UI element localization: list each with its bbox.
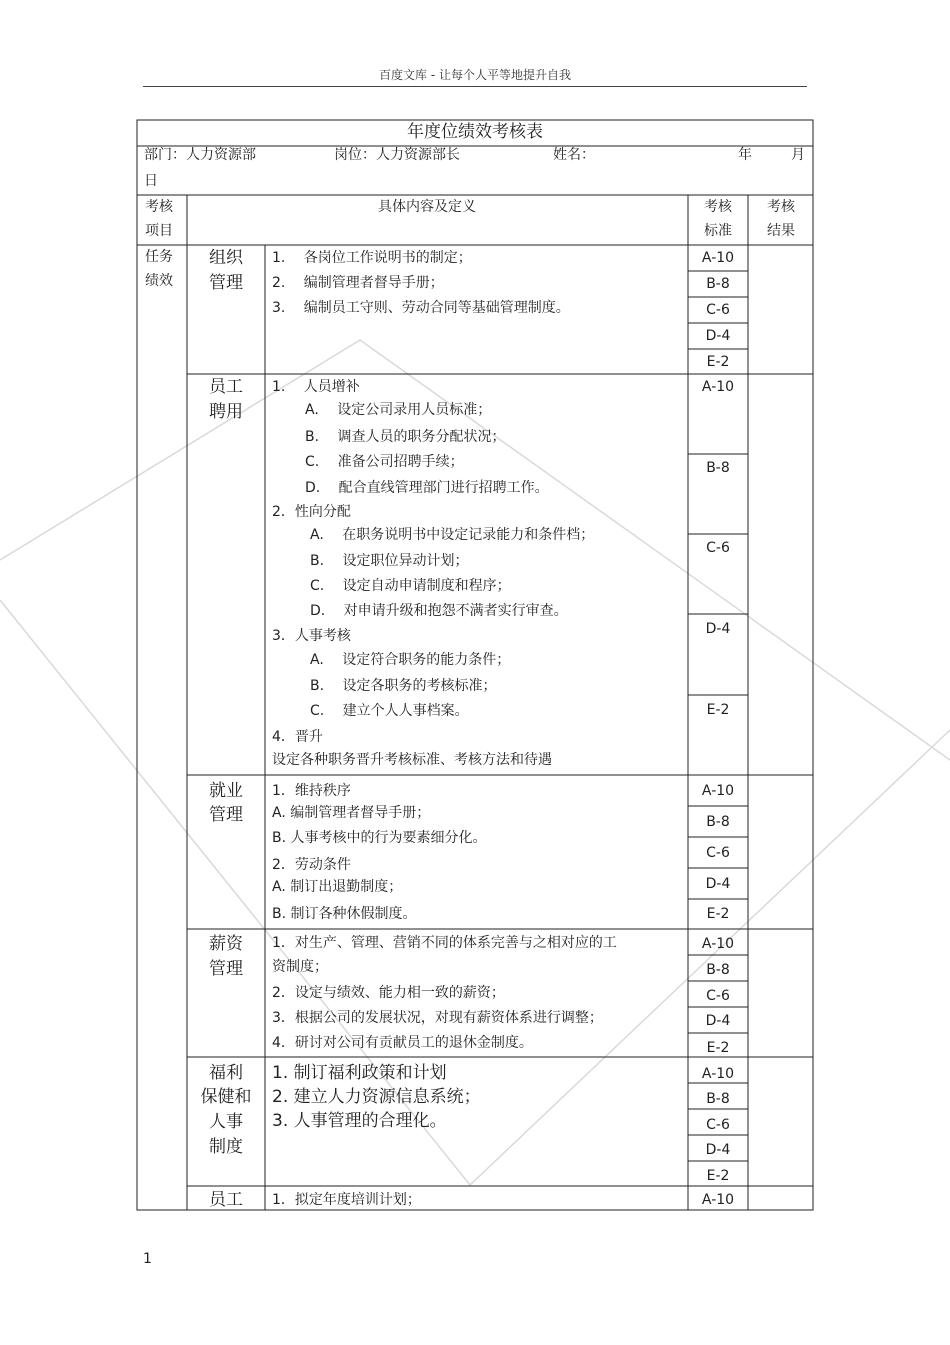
grade-c: C-6 [706,1117,730,1133]
grade-e: E-2 [706,702,730,718]
section-category: 管理 [209,805,243,825]
section-category: 保健和 [200,1087,252,1107]
form-title: 年度位绩效考核表 [407,122,543,142]
col-content-header: 具体内容及定义 [378,199,476,215]
grade-a: A-10 [701,783,735,799]
section-category: 就业 [209,781,243,801]
col-std-line2: 标准 [704,223,732,239]
content-line: C. 设定自动申请制度和程序； [310,578,511,594]
grade-a: A-10 [701,1192,735,1208]
content-line: 2．设定与绩效、能力相一致的薪资； [272,985,505,1001]
col-item-line1: 考核 [145,199,173,215]
grade-b: B-8 [706,962,730,978]
content-line: 2．性向分配 [272,504,351,520]
name-label: 姓名： [553,147,595,163]
content-line: 3. 编制员工守则、劳动合同等基础管理制度。 [272,300,570,316]
grade-b: B-8 [706,460,730,476]
grade-b: B-8 [706,814,730,830]
content-line: C. 准备公司招聘手续； [305,454,464,470]
content-line: C. 建立个人人事档案。 [310,703,469,719]
grade-e: E-2 [706,1168,730,1184]
content-line: 1．维持秩序 [272,783,351,799]
content-line: 1. 各岗位工作说明书的制定； [272,250,472,266]
content-line: A. 制订出退勤制度； [272,879,403,895]
content-line: B. 设定各职务的考核标准； [310,678,497,694]
grade-d: D-4 [705,621,731,637]
year-label: 年 [738,147,752,163]
grade-a: A-10 [701,379,735,395]
page-header: 百度文库 - 让每个人平等地提升自我 [379,68,571,82]
content-line: 2. 建立人力资源信息系统； [272,1087,481,1107]
content-line: 4．研讨对公司有贡献员工的退休金制度。 [272,1035,533,1051]
grade-b: B-8 [706,276,730,292]
grade-b: B-8 [706,1091,730,1107]
grade-a: A-10 [701,936,735,952]
section-category: 薪资 [209,934,243,954]
grade-c: C-6 [706,845,730,861]
task-label-line2: 绩效 [145,273,173,289]
content-line: 2．劳动条件 [272,857,351,873]
content-line: 1．拟定年度培训计划； [272,1192,421,1208]
page-number: 1 [143,1251,152,1267]
grade-d: D-4 [705,328,731,344]
content-line: 4．晋升 [272,729,323,745]
content-line: A. 编制管理者督导手册； [272,805,431,821]
content-line: 1．对生产、管理、营销不同的体系完善与之相对应的工 [272,935,617,951]
content-line: D. 对申请升级和抱怨不满者实行审查。 [310,603,568,619]
grade-a: A-10 [701,250,735,266]
content-line: 2. 编制管理者督导手册； [272,275,444,291]
section-category: 人事 [209,1112,243,1132]
grade-c: C-6 [706,302,730,318]
grade-d: D-4 [705,1013,731,1029]
content-line: A. 在职务说明书中设定记录能力和条件档； [310,527,595,543]
content-line: 1. 人员增补 [272,379,360,395]
grade-c: C-6 [706,540,730,556]
section-category: 员工 [209,1190,243,1210]
content-line: A. 设定公司录用人员标准； [305,402,492,418]
section-category: 福利 [209,1063,243,1083]
day-label: 日 [144,173,158,189]
grade-c: C-6 [706,988,730,1004]
content-line: 设定各种职务晋升考核标准、考核方法和待遇 [272,752,552,768]
content-line: 资制度； [272,959,328,975]
section-category: 组织 [209,248,243,268]
grade-d: D-4 [705,876,731,892]
content-line: D. 配合直线管理部门进行招聘工作。 [305,480,549,496]
task-label-line1: 任务 [145,249,173,265]
col-std-line1: 考核 [704,199,732,215]
grade-d: D-4 [705,1142,731,1158]
content-line: B. 人事考核中的行为要素细分化。 [272,830,487,846]
grade-e: E-2 [706,354,730,370]
grade-e: E-2 [706,906,730,922]
content-line: 3．人事考核 [272,628,351,644]
content-line: 1. 制订福利政策和计划 [272,1063,447,1083]
section-category: 管理 [209,273,243,293]
section-category: 员工 [209,377,243,397]
section-category: 聘用 [209,402,243,422]
section-category: 制度 [209,1137,243,1157]
col-result-line1: 考核 [767,199,795,215]
content-line: 3．根据公司的发展状况，对现有薪资体系进行调整； [272,1010,603,1026]
content-line: 3. 人事管理的合理化。 [272,1111,447,1131]
month-label: 月 [791,147,805,163]
dept-label: 部门：人力资源部 [144,147,256,163]
position-label: 岗位：人力资源部长 [334,147,460,163]
content-line: B. 制订各种休假制度。 [272,906,417,922]
col-item-line2: 项目 [145,223,173,239]
content-line: A. 设定符合职务的能力条件； [310,652,511,668]
section-category: 管理 [209,959,243,979]
grade-e: E-2 [706,1040,730,1056]
content-line: B. 设定职位异动计划； [310,553,469,569]
content-line: B. 调查人员的职务分配状况； [305,429,506,445]
grade-a: A-10 [701,1066,735,1082]
col-result-line2: 结果 [767,223,795,239]
